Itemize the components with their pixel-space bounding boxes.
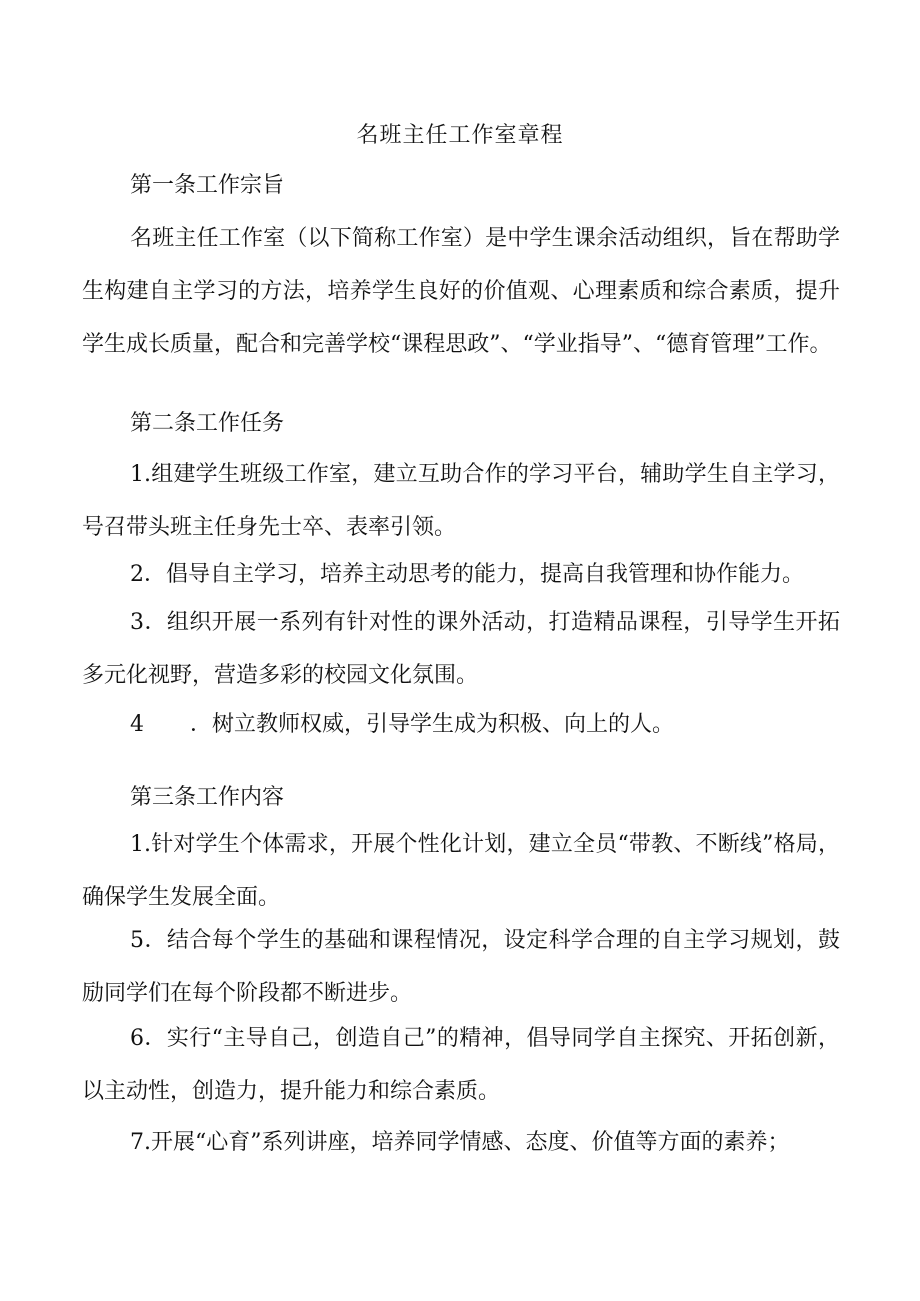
item-4-text: ．树立教师权威，引导学生成为积极、向上的人。 [190,712,675,737]
section-heading-2: 第二条工作任务 [130,411,285,436]
section-3-item-5: 5．结合每个学生的基础和课程情况，设定科学合理的自主学习规划，鼓励同学们在每个阶段都不断进步。 [82,928,840,1006]
item-4-number: 4 [130,712,144,737]
section-1-paragraph: 名班主任工作室（以下简称工作室）是中学生课余活动组织，旨在帮助学生构建自主学习的方法，培养学生良好的价值观、心理素质和综合素质，提升学生成长质量，配合和完善学校“课程思政”、“学业指导”、“德育管理”工作。 [82,226,840,357]
section-2-item-2: 2．倡导自主学习，培养主动思考的能力，提高自我管理和协作能力。 [130,562,804,587]
section-heading-3: 第三条工作内容 [130,785,285,810]
section-2-item-4 [82,698,840,751]
section-3-item-6: 6．实行“主导自己，创造自己”的精神，倡导同学自主探究、开拓创新，以主动性，创造力，提升能力和综合素质。 [82,1026,840,1104]
section-2-item-1: 1.组建学生班级工作室，建立互助合作的学习平台，辅助学生自主学习，号召带头班主任身先士卒、表率引领。 [82,462,840,540]
document-title: 名班主任工作室章程 [356,123,564,148]
section-3-item-1: 1.针对学生个体需求，开展个性化计划，建立全员“带教、不断线”格局，确保学生发展全面。 [82,832,840,910]
section-3-item-7: 7.开展“心育”系列讲座，培养同学情感、态度、价值等方面的素养； [130,1130,790,1155]
section-2-item-3: 3．组织开展一系列有针对性的课外活动，打造精品课程，引导学生开拓多元化视野，营造多彩的校园文化氛围。 [82,610,840,688]
section-heading-1: 第一条工作宗旨 [130,173,285,198]
